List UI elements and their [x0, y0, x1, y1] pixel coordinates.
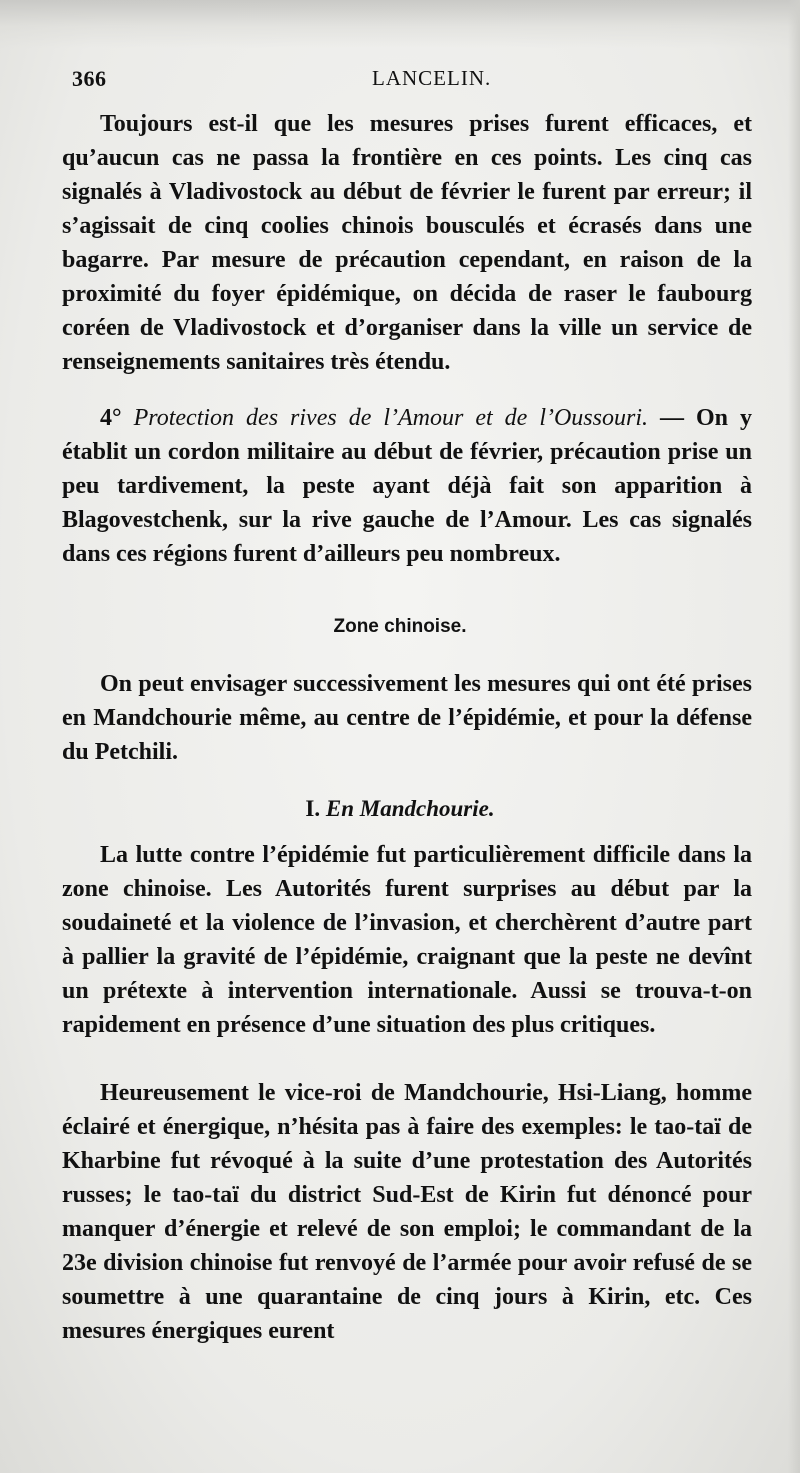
page-number: 366 [72, 66, 107, 91]
paragraph-text: La lutte contre l’épidémie fut particulièrement difficile dans la zone chinoise. Les Autorités furent surprises au début par la soudaineté et la violence de l’invasion, et cherchèrent d’autre part à pallier la gravité de l’épidémie, craignant que la peste ne devînt un prétexte à intervention internationale. Aussi se trouva-t-on rapidement en présence d’une situation des plus critiques. [62, 842, 752, 1038]
paragraph-chinese-struggle [62, 838, 752, 1042]
subsection-number: I. [305, 796, 321, 821]
paragraph-title: Protection des rives de l’Amour et de l’Oussouri. [133, 405, 648, 431]
running-head: LANCELIN. [372, 66, 492, 90]
paragraph-intro-zone [62, 667, 752, 769]
page-header [72, 66, 752, 96]
scan-right-shadow [788, 0, 800, 1473]
subsection-heading [0, 796, 800, 822]
paragraph-amour-text [62, 401, 752, 571]
paragraph-frontier-measures [62, 107, 752, 379]
paragraph-text: Toujours est-il que les mesures prises furent efficaces, et qu’aucun cas ne passa la frontière en ces points. Les cinq cas signalés à Vladivostock au début de février le furent par erreur; il s’agissait de cinq coolies chinois bousculés et écrasés dans une bagarre. Par mesure de précaution cependant, en raison de la proximité du foyer épidémique, on décida de raser le faubourg coréen de Vladivostock et d’organiser dans la ville un service de renseignements sanitaires très étendu. [62, 111, 752, 375]
paragraph-viceroy [62, 1076, 752, 1348]
list-number: 4° [100, 405, 122, 431]
subsection-title: En Mandchourie. [325, 796, 495, 821]
paragraph-body: — On y établit un cordon militaire au début de février, précaution prise un peu tardivement, la peste ayant déjà fait son apparition à Blagovestchenk, sur la rive gauche de l’Amour. Les cas signalés dans ces régions furent d’ailleurs peu nombreux. [62, 405, 753, 567]
section-title: Zone chinoise. [333, 616, 467, 637]
paragraph-text: Heureusement le vice-roi de Mandchourie, Hsi-Liang, homme éclairé et énergique, n’hésita pas à faire des exemples: le tao-taï de Kharbine fut révoqué à la suite d’une protestation des Autorités russes; le tao-taï du district Sud-Est de Kirin fut dénoncé pour manquer d’énergie et relevé de son emploi; le commandant de la 23e division chinoise fut renvoyé de l’armée pour avoir refusé de se soumettre à une quarantaine de cinq jours à Kirin, etc. Ces mesures énergiques eurent [62, 1080, 752, 1344]
paragraph-amour-protection [62, 401, 752, 571]
scan-top-shadow [0, 0, 800, 48]
paragraph-text: On peut envisager successivement les mesures qui ont été prises en Mandchourie même, au centre de l’épidémie, et pour la défense du Petchili. [62, 671, 752, 765]
